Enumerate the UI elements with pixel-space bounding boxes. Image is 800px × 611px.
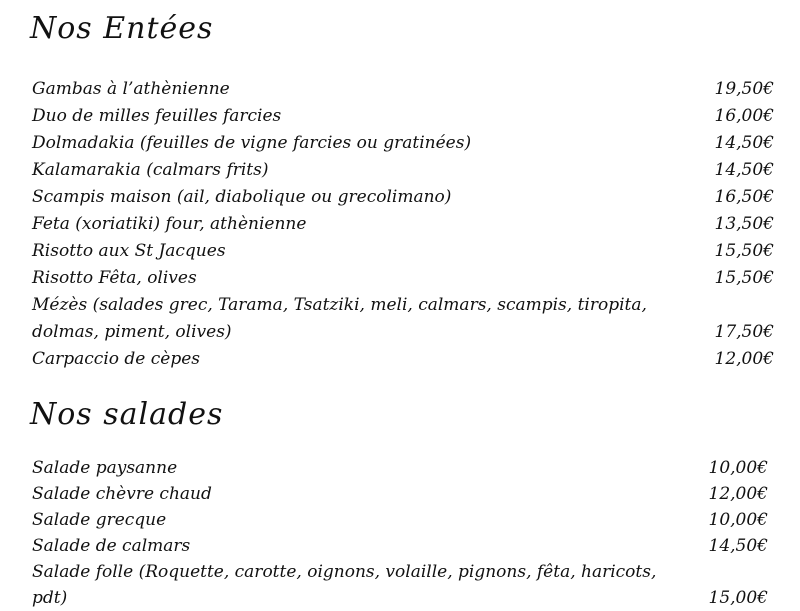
menu-item-name: Gambas à l’athènienne (32, 79, 230, 99)
menu-list-salades (32, 455, 768, 611)
menu-item (32, 292, 774, 346)
menu-item-price: 15,50€ (714, 268, 774, 288)
section-title-salades: Nos salades (30, 397, 224, 432)
menu-item-price: 12,00€ (708, 484, 768, 504)
section-title-entrees: Nos Entées (30, 11, 214, 46)
menu-item-name: Risotto aux St Jacques (32, 241, 226, 261)
menu-item (32, 76, 774, 103)
menu-item-price: 12,00€ (714, 349, 774, 369)
menu-item-name: Kalamarakia (calmars frits) (32, 160, 269, 180)
menu-item (32, 157, 774, 184)
menu-item-name: Salade chèvre chaud (32, 484, 212, 504)
menu-item-name: Salade folle (Roquette, carotte, oignons, volaille, pignons, fêta, haricots, pdt) (32, 562, 657, 608)
menu-item (32, 238, 774, 265)
menu-list-entrees (32, 76, 774, 373)
menu-item-price: 10,00€ (708, 458, 768, 478)
menu-item (32, 533, 768, 559)
menu-item (32, 184, 774, 211)
menu-item (32, 507, 768, 533)
menu-item-name: Duo de milles feuilles farcies (32, 106, 282, 126)
menu-item-price: 16,50€ (714, 187, 774, 207)
menu-item-name: Scampis maison (ail, diabolique ou grecolimano) (32, 187, 452, 207)
menu-item-price: 15,50€ (714, 241, 774, 261)
menu-item-name: Carpaccio de cèpes (32, 349, 200, 369)
menu-item-name: Feta (xoriatiki) four, athènienne (32, 214, 307, 234)
menu-item-price: 17,50€ (714, 322, 774, 342)
menu-item (32, 103, 774, 130)
menu-item-name: Mézès (salades grec, Tarama, Tsatziki, meli, calmars, scampis, tiropita, dolmas, piment, olives) (32, 295, 647, 342)
menu-item (32, 211, 774, 238)
menu-item-price: 14,50€ (714, 133, 774, 153)
menu-item-price: 19,50€ (714, 79, 774, 99)
menu-item-name: Dolmadakia (feuilles de vigne farcies ou gratinées) (32, 133, 472, 153)
menu-item (32, 130, 774, 157)
menu-item-price: 14,50€ (714, 160, 774, 180)
menu-item-name: Risotto Fêta, olives (32, 268, 197, 288)
menu-item-price: 14,50€ (708, 536, 768, 556)
menu-item (32, 481, 768, 507)
menu-item-name: Salade de calmars (32, 536, 191, 556)
menu-item (32, 559, 768, 611)
menu-item-price: 16,00€ (714, 106, 774, 126)
menu-item (32, 455, 768, 481)
menu-item (32, 265, 774, 292)
menu-item (32, 346, 774, 373)
menu-item-price: 10,00€ (708, 510, 768, 530)
menu-item-name: Salade grecque (32, 510, 167, 530)
menu-item-price: 15,00€ (708, 588, 768, 608)
menu-item-name: Salade paysanne (32, 458, 178, 478)
menu-item-price: 13,50€ (714, 214, 774, 234)
